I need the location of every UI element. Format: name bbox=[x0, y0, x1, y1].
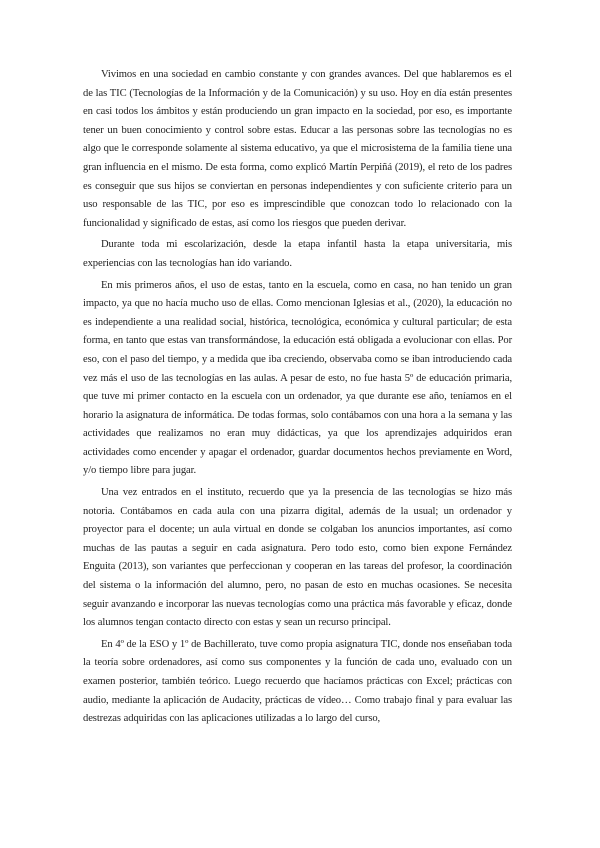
paragraph-early-years: En mis primeros años, el uso de estas, tanto en la escuela, como en casa, no han tenido un gran impacto, ya que no hacía mucho uso de ellas. Como mencionan Iglesias et al., (2020), la educación no es independiente a una realidad social, histórica, tecnológica, económica y cultural particular; de esta forma, en tanto que estas van transformándose, la educación está obligada a evolucionar con ellas. Por eso, con el paso del tiempo, y a medida que iba creciendo, observaba como se iban introduciendo cada vez más el uso de las tecnologías en las aulas. A pesar de esto, no fue hasta 5º de educación primaria, que tuve mi primer contacto en la escuela con un ordenador, ya que durante ese año, teníamos en el horario la asignatura de informática. De todas formas, solo contábamos con una hora a la semana y las actividades que realizamos no eran muy didácticas, ya que los aprendizajes adquiridos eran actividades como encender y apagar el ordenador, guardar documentos hechos previamente en Word, y/o tiempo libre para jugar. bbox=[83, 279, 512, 477]
paragraph-tic-subject: En 4º de la ESO y 1º de Bachillerato, tuve como propia asignatura TIC, donde nos enseñaban toda la teoría sobre ordenadores, así como sus componentes y la función de cada uno, evaluado con un examen posterior, también teórico. Luego recuerdo que hacíamos prácticas con Excel; prácticas con audio, mediante la aplicación de Audacity, prácticas de vídeo… Como trabajo final y para evaluar las destrezas adquiridas con las aplicaciones utilizadas a lo largo del curso, bbox=[83, 638, 512, 725]
paragraph-intro: Vivimos en una sociedad en cambio constante y con grandes avances. Del que hablaremos es el de las TIC (Tecnologías de la Información y de la Comunicación) y su uso. Hoy en día están presentes en casi todos los ámbitos y están produciendo un gran impacto en la sociedad, por eso, es importante tener un buen conocimiento y control sobre estas. Educar a las personas sobre las tecnologías no es algo que le corresponde solamente al sistema educativo, ya que el microsistema de la familia tiene una gran influencia en el mismo. De esta forma, como explicó Martín Perpiñá (2019), el reto de los padres es conseguir que sus hijos se conviertan en personas independientes y con suficiente criterio para un uso responsable de las TIC, por eso es imprescindible que conozcan todo lo relacionado con la funcionalidad y significado de estas, así como los riesgos que pueden derivar. bbox=[83, 69, 512, 229]
paragraph-high-school: Una vez entrados en el instituto, recuerdo que ya la presencia de las tecnologías se hizo más notoria. Contábamos en cada aula con una pizarra digital, además de la usual; un ordenador y proyector para el docente; un aula virtual en donde se colgaban los anuncios importantes, así como muchas de las pautas a seguir en cada asignatura. Pero todo esto, como bien expone Fernández Enguita (2013), son variantes que perfeccionan y cooperan en las tareas del profesor, la coordinación del sistema o la información del alumno, pero, no pasan de esto en muchas ocasiones. Se necesita seguir avanzando e incorporar las nuevas tecnologías como una práctica más favorable y eficaz, donde los alumnos tengan contacto directo con estas y sean un recurso principal. bbox=[83, 487, 512, 629]
paragraph-schooling: Durante toda mi escolarización, desde la etapa infantil hasta la etapa universitaria, mis experiencias con las tecnologías han ido variando. bbox=[83, 239, 512, 269]
